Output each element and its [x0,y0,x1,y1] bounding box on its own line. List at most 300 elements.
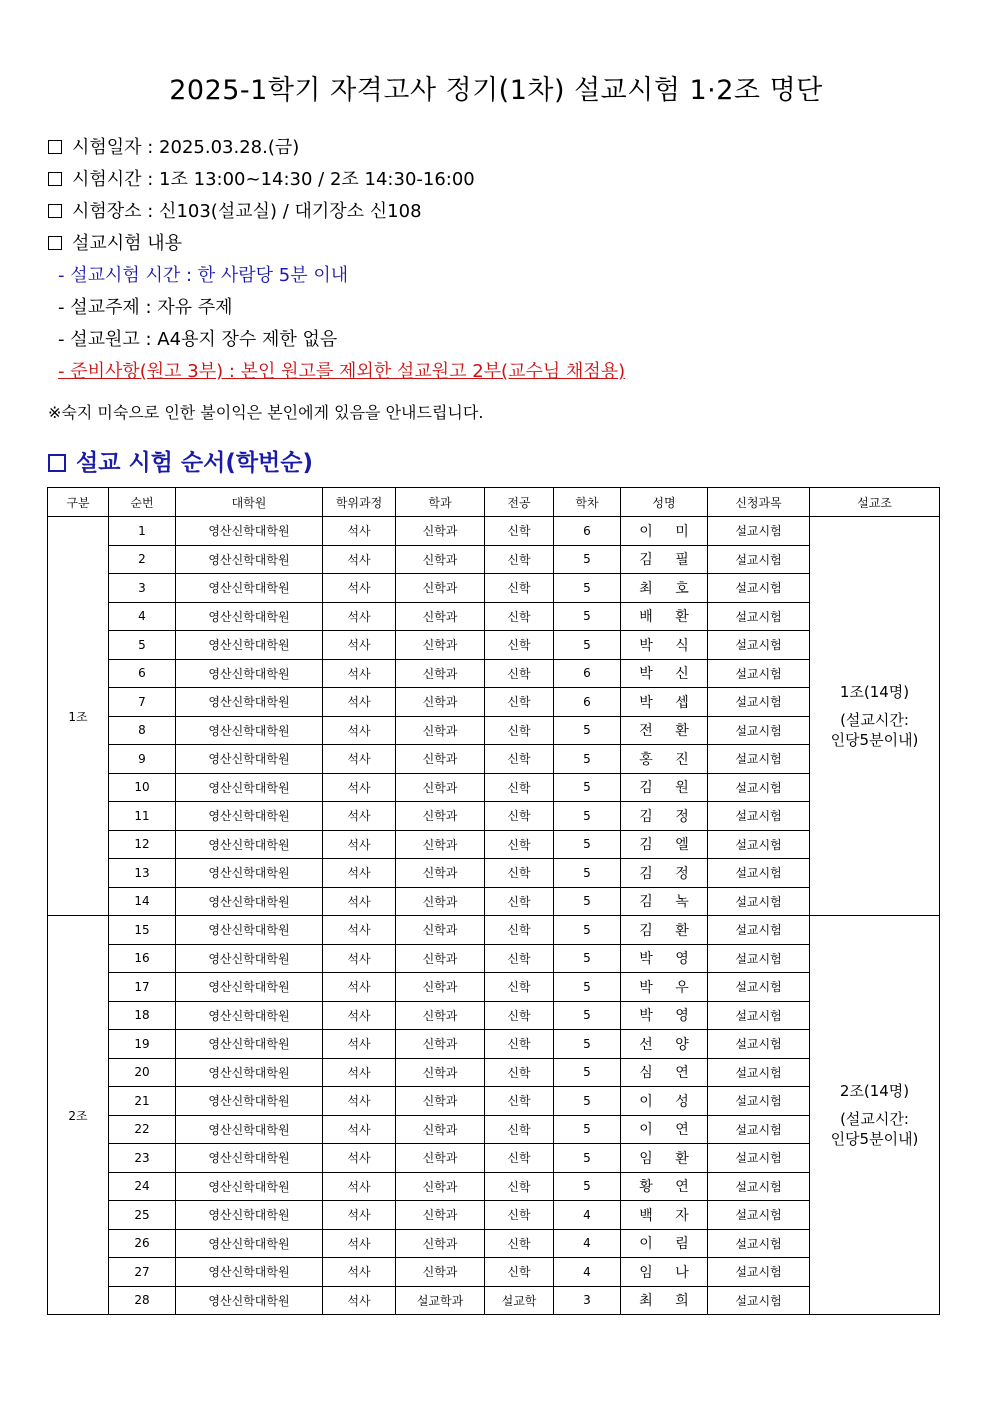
row-major: 신학 [485,830,554,859]
row-department: 신학과 [396,1201,485,1230]
table-row [48,973,940,1002]
name-first-char: 전 [639,723,653,740]
row-subject: 설교시험 [708,887,810,916]
name-last-char: 환 [675,723,689,740]
row-subject: 설교시험 [708,1087,810,1116]
row-degree: 석사 [323,973,396,1002]
row-department: 설교학과 [396,1286,485,1315]
name-last-char: 진 [675,751,689,768]
row-subject: 설교시험 [708,1115,810,1144]
header-sermon-group: 설교조 [810,488,940,517]
row-name [621,1001,708,1030]
row-school: 영산신학대학원 [176,1144,323,1173]
checkbox-icon [48,236,62,250]
table-row [48,1115,940,1144]
row-school: 영산신학대학원 [176,1058,323,1087]
name-last-char: 미 [675,523,689,540]
table-row [48,1258,940,1287]
row-subject: 설교시험 [708,1001,810,1030]
row-name [621,745,708,774]
table-row [48,1030,940,1059]
row-semester: 5 [554,716,621,745]
row-degree: 석사 [323,802,396,831]
row-semester: 5 [554,1172,621,1201]
table-row [48,545,940,574]
row-semester: 4 [554,1258,621,1287]
info-date-line [48,132,625,164]
table-row [48,602,940,631]
row-subject: 설교시험 [708,1172,810,1201]
header-graduate-school: 대학원 [176,488,323,517]
row-number: 22 [109,1115,176,1144]
row-department: 신학과 [396,1087,485,1116]
row-major: 신학 [485,1115,554,1144]
name-first-char: 최 [639,1293,653,1310]
row-school: 영산신학대학원 [176,574,323,603]
row-semester: 5 [554,1001,621,1030]
header-major: 전공 [485,488,554,517]
row-major: 설교학 [485,1286,554,1315]
row-name [621,631,708,660]
name-first-char: 심 [639,1065,653,1082]
info-item-time: - 설교시험 시간 : 한 사람당 5분 이내 [58,265,349,286]
name-last-char: 식 [675,637,689,654]
info-item-manuscript: - 설교원고 : A4용지 장수 제한 없음 [58,329,338,350]
row-subject: 설교시험 [708,916,810,945]
row-number: 28 [109,1286,176,1315]
row-subject: 설교시험 [708,944,810,973]
row-major: 신학 [485,1201,554,1230]
table-row [48,517,940,546]
row-school: 영산신학대학원 [176,545,323,574]
row-department: 신학과 [396,859,485,888]
name-last-char: 연 [675,1122,689,1139]
row-semester: 5 [554,545,621,574]
row-subject: 설교시험 [708,1030,810,1059]
row-name [621,1201,708,1230]
row-school: 영산신학대학원 [176,944,323,973]
row-subject: 설교시험 [708,745,810,774]
row-degree: 석사 [323,745,396,774]
row-name [621,659,708,688]
name-first-char: 박 [639,951,653,968]
header-subject: 신청과목 [708,488,810,517]
info-date: 시험일자 : 2025.03.28.(금) [72,137,300,158]
row-semester: 5 [554,830,621,859]
group-summary-line: (설교시간: [840,1110,909,1128]
name-first-char: 임 [639,1150,653,1167]
row-major: 신학 [485,1087,554,1116]
row-major: 신학 [485,859,554,888]
row-school: 영산신학대학원 [176,745,323,774]
info-place: 시험장소 : 신103(설교실) / 대기장소 신108 [72,201,422,222]
table-row [48,802,940,831]
row-subject: 설교시험 [708,1286,810,1315]
row-name [621,944,708,973]
row-school: 영산신학대학원 [176,887,323,916]
name-first-char: 이 [639,1093,653,1110]
name-last-char: 나 [675,1264,689,1281]
row-subject: 설교시험 [708,574,810,603]
group-label: 2조 [48,916,109,1315]
row-subject: 설교시험 [708,1058,810,1087]
checkbox-icon [48,140,62,154]
row-major: 신학 [485,887,554,916]
name-first-char: 박 [639,694,653,711]
row-name [621,830,708,859]
row-name [621,1286,708,1315]
row-degree: 석사 [323,1258,396,1287]
header-category: 구분 [48,488,109,517]
header-degree: 학위과정 [323,488,396,517]
name-last-char: 엘 [675,837,689,854]
group-summary-line: 1조(14명) [839,683,910,701]
row-name [621,973,708,1002]
group-summary-line: 2조(14명) [839,1082,910,1100]
row-name [621,887,708,916]
row-semester: 5 [554,916,621,945]
table-row [48,1172,940,1201]
table-row [48,1201,940,1230]
row-subject: 설교시험 [708,716,810,745]
row-subject: 설교시험 [708,659,810,688]
table-row [48,1001,940,1030]
row-name [621,716,708,745]
name-last-char: 림 [675,1236,689,1253]
name-first-char: 황 [639,1179,653,1196]
row-number: 11 [109,802,176,831]
name-last-char: 영 [675,951,689,968]
row-degree: 석사 [323,688,396,717]
row-name [621,1144,708,1173]
row-school: 영산신학대학원 [176,830,323,859]
row-school: 영산신학대학원 [176,1286,323,1315]
row-degree: 석사 [323,517,396,546]
row-name [621,1258,708,1287]
row-school: 영산신학대학원 [176,1087,323,1116]
table-row [48,1058,940,1087]
row-number: 9 [109,745,176,774]
row-department: 신학과 [396,602,485,631]
row-school: 영산신학대학원 [176,659,323,688]
name-first-char: 김 [639,865,653,882]
row-number: 16 [109,944,176,973]
table-row [48,859,940,888]
row-subject: 설교시험 [708,1229,810,1258]
row-name [621,545,708,574]
name-first-char: 백 [639,1207,653,1224]
row-degree: 석사 [323,1144,396,1173]
row-number: 21 [109,1087,176,1116]
row-major: 신학 [485,517,554,546]
row-degree: 석사 [323,916,396,945]
exam-order-table [47,487,940,1315]
row-school: 영산신학대학원 [176,1030,323,1059]
row-department: 신학과 [396,802,485,831]
info-content-header: 설교시험 내용 [72,233,183,254]
row-subject: 설교시험 [708,830,810,859]
row-subject: 설교시험 [708,688,810,717]
table-row [48,716,940,745]
name-last-char: 영 [675,1008,689,1025]
row-number: 3 [109,574,176,603]
row-number: 20 [109,1058,176,1087]
row-school: 영산신학대학원 [176,1229,323,1258]
name-last-char: 정 [675,865,689,882]
row-semester: 5 [554,1058,621,1087]
info-content-line [48,228,625,260]
table-body [48,517,940,1315]
row-number: 5 [109,631,176,660]
name-first-char: 이 [639,1122,653,1139]
name-last-char: 연 [675,1065,689,1082]
row-department: 신학과 [396,1144,485,1173]
name-first-char: 김 [639,894,653,911]
exam-info [48,132,625,388]
row-department: 신학과 [396,659,485,688]
section-title: 설교 시험 순서(학번순) [76,450,314,476]
row-degree: 석사 [323,773,396,802]
name-last-char: 녹 [675,894,689,911]
info-time: 시험시간 : 1조 13:00~14:30 / 2조 14:30-16:00 [72,169,475,190]
row-major: 신학 [485,659,554,688]
header-semester: 학차 [554,488,621,517]
row-degree: 석사 [323,602,396,631]
row-major: 신학 [485,716,554,745]
row-number: 6 [109,659,176,688]
row-semester: 5 [554,631,621,660]
row-degree: 석사 [323,830,396,859]
name-last-char: 필 [675,552,689,569]
row-number: 12 [109,830,176,859]
name-first-char: 이 [639,1236,653,1253]
row-number: 26 [109,1229,176,1258]
row-semester: 5 [554,574,621,603]
row-degree: 석사 [323,631,396,660]
row-department: 신학과 [396,716,485,745]
table-row [48,659,940,688]
row-subject: 설교시험 [708,545,810,574]
row-department: 신학과 [396,745,485,774]
row-major: 신학 [485,1258,554,1287]
row-major: 신학 [485,545,554,574]
checkbox-icon [48,172,62,186]
row-degree: 석사 [323,1001,396,1030]
row-number: 18 [109,1001,176,1030]
row-degree: 석사 [323,1286,396,1315]
table-row [48,773,940,802]
table-row [48,887,940,916]
row-major: 신학 [485,802,554,831]
row-department: 신학과 [396,773,485,802]
row-semester: 5 [554,1115,621,1144]
row-school: 영산신학대학원 [176,517,323,546]
table-header-row [48,488,940,517]
row-name [621,1115,708,1144]
row-number: 14 [109,887,176,916]
row-semester: 5 [554,745,621,774]
row-number: 25 [109,1201,176,1230]
row-semester: 5 [554,887,621,916]
row-name [621,574,708,603]
row-major: 신학 [485,944,554,973]
row-degree: 석사 [323,859,396,888]
row-degree: 석사 [323,944,396,973]
info-item-topic: - 설교주제 : 자유 주제 [58,297,233,318]
table-row [48,688,940,717]
row-degree: 석사 [323,1172,396,1201]
header-department: 학과 [396,488,485,517]
row-number: 27 [109,1258,176,1287]
row-semester: 5 [554,973,621,1002]
row-school: 영산신학대학원 [176,1001,323,1030]
name-first-char: 김 [639,808,653,825]
row-semester: 4 [554,1229,621,1258]
table-row [48,1229,940,1258]
row-subject: 설교시험 [708,859,810,888]
row-degree: 석사 [323,1115,396,1144]
name-last-char: 환 [675,1150,689,1167]
name-last-char: 우 [675,979,689,996]
row-department: 신학과 [396,1115,485,1144]
name-first-char: 김 [639,552,653,569]
row-number: 7 [109,688,176,717]
group-summary-line: (설교시간: [840,711,909,729]
row-department: 신학과 [396,1258,485,1287]
row-school: 영산신학대학원 [176,973,323,1002]
row-degree: 석사 [323,1058,396,1087]
row-semester: 3 [554,1286,621,1315]
row-major: 신학 [485,916,554,945]
row-number: 13 [109,859,176,888]
row-major: 신학 [485,1058,554,1087]
name-first-char: 박 [639,1008,653,1025]
row-name [621,517,708,546]
row-subject: 설교시험 [708,802,810,831]
row-school: 영산신학대학원 [176,773,323,802]
header-number: 순번 [109,488,176,517]
row-name [621,1030,708,1059]
row-school: 영산신학대학원 [176,802,323,831]
group-summary [810,517,940,916]
name-first-char: 이 [639,523,653,540]
row-number: 24 [109,1172,176,1201]
row-department: 신학과 [396,944,485,973]
row-degree: 석사 [323,887,396,916]
row-subject: 설교시험 [708,973,810,1002]
row-major: 신학 [485,1172,554,1201]
row-number: 8 [109,716,176,745]
name-last-char: 호 [675,580,689,597]
name-first-char: 최 [639,580,653,597]
checkbox-icon [48,204,62,218]
row-subject: 설교시험 [708,602,810,631]
row-number: 15 [109,916,176,945]
name-first-char: 홍 [639,751,653,768]
name-last-char: 환 [675,922,689,939]
row-number: 19 [109,1030,176,1059]
table-row [48,1286,940,1315]
row-school: 영산신학대학원 [176,859,323,888]
group-summary-line: 인당5분이내) [830,1130,919,1148]
name-first-char: 김 [639,837,653,854]
row-semester: 5 [554,859,621,888]
row-number: 2 [109,545,176,574]
name-first-char: 김 [639,780,653,797]
group-summary [810,916,940,1315]
table-row [48,631,940,660]
row-degree: 석사 [323,1229,396,1258]
row-name [621,688,708,717]
checkbox-icon [48,454,66,472]
row-major: 신학 [485,1144,554,1173]
row-name [621,1229,708,1258]
row-school: 영산신학대학원 [176,1172,323,1201]
row-school: 영산신학대학원 [176,1115,323,1144]
row-department: 신학과 [396,973,485,1002]
name-last-char: 환 [675,609,689,626]
row-major: 신학 [485,602,554,631]
row-degree: 석사 [323,1030,396,1059]
row-name [621,859,708,888]
row-subject: 설교시험 [708,1201,810,1230]
row-school: 영산신학대학원 [176,1201,323,1230]
name-last-char: 연 [675,1179,689,1196]
info-item-preparation: - 준비사항(원고 3부) : 본인 원고를 제외한 설교원고 2부(교수님 채점용) [58,361,626,382]
name-last-char: 정 [675,808,689,825]
name-first-char: 박 [639,666,653,683]
row-semester: 6 [554,688,621,717]
table-row [48,1144,940,1173]
row-major: 신학 [485,745,554,774]
row-department: 신학과 [396,887,485,916]
row-semester: 5 [554,1030,621,1059]
name-last-char: 원 [675,780,689,797]
row-number: 10 [109,773,176,802]
row-semester: 4 [554,1201,621,1230]
row-school: 영산신학대학원 [176,631,323,660]
row-school: 영산신학대학원 [176,602,323,631]
row-name [621,602,708,631]
row-major: 신학 [485,1229,554,1258]
header-name: 성명 [621,488,708,517]
row-semester: 5 [554,1087,621,1116]
row-name [621,1087,708,1116]
row-major: 신학 [485,688,554,717]
row-major: 신학 [485,1030,554,1059]
row-school: 영산신학대학원 [176,716,323,745]
row-semester: 5 [554,802,621,831]
table-row [48,1087,940,1116]
name-first-char: 김 [639,922,653,939]
row-subject: 설교시험 [708,773,810,802]
row-major: 신학 [485,973,554,1002]
row-number: 1 [109,517,176,546]
group-label: 1조 [48,517,109,916]
row-number: 17 [109,973,176,1002]
row-major: 신학 [485,1001,554,1030]
info-time-line [48,164,625,196]
table-row [48,745,940,774]
row-department: 신학과 [396,545,485,574]
page-title: 2025-1학기 자격고사 정기(1차) 설교시험 1·2조 명단 [169,75,823,106]
row-semester: 5 [554,773,621,802]
row-subject: 설교시험 [708,1258,810,1287]
row-department: 신학과 [396,631,485,660]
row-school: 영산신학대학원 [176,688,323,717]
name-last-char: 셉 [675,694,689,711]
row-name [621,802,708,831]
